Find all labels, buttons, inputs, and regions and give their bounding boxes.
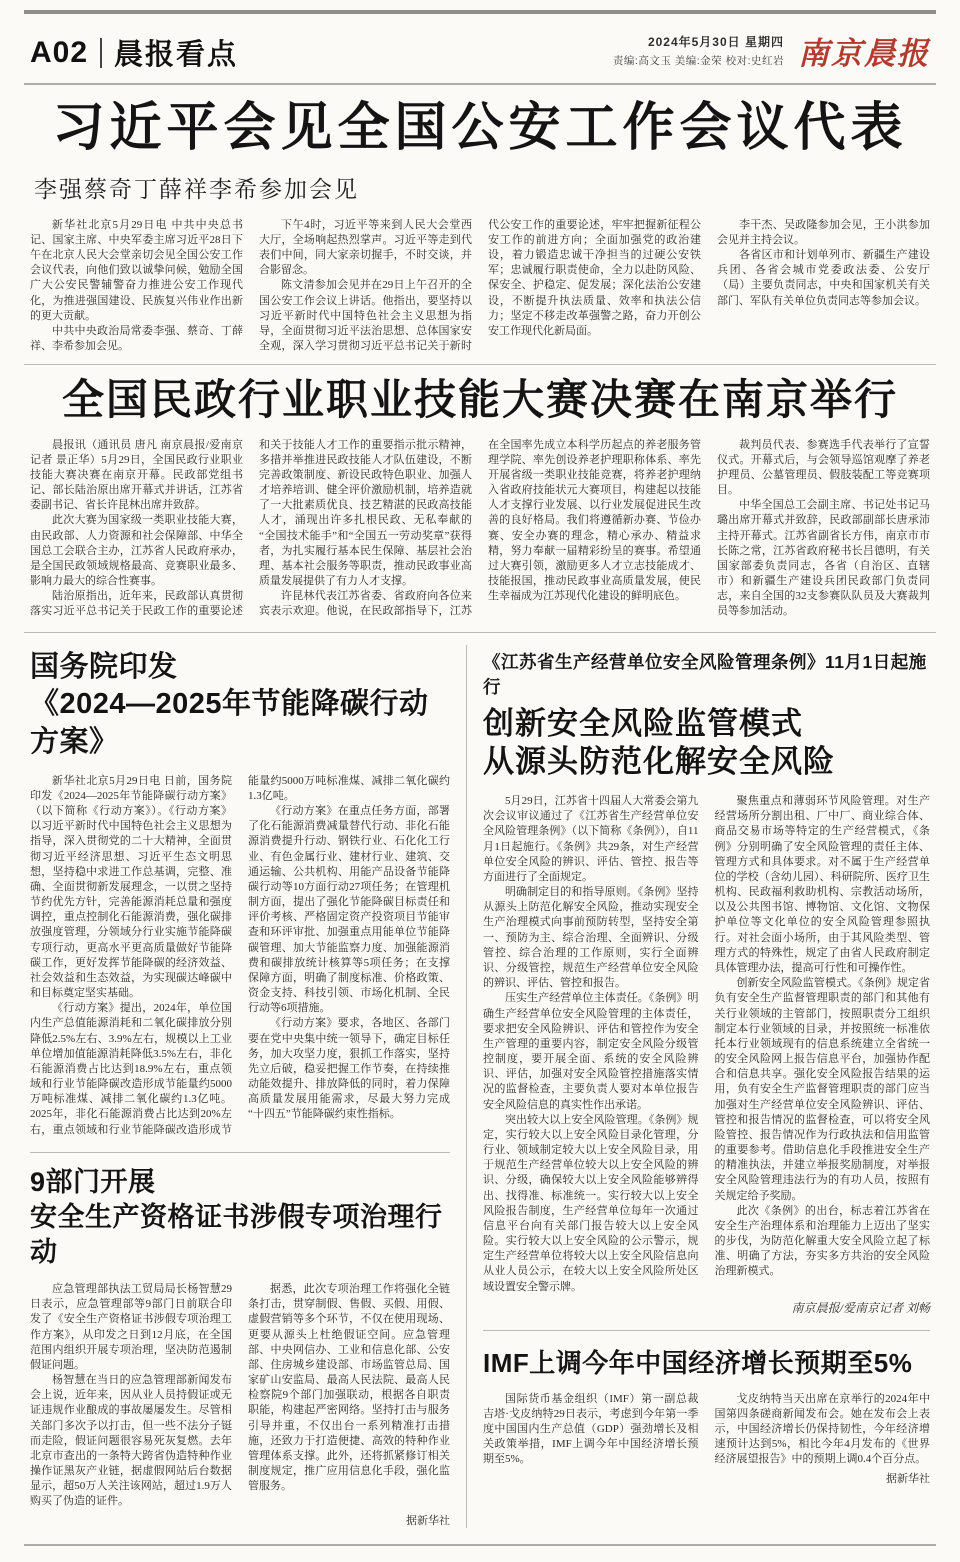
article1-subheadline: 李强蔡奇丁薛祥李希参加会见 [34,175,359,202]
paragraph: 此次《条例》的出台，标志着江苏省在安全生产治理体系和治理能力上迈出了坚实的步伐，为防范化解重大安全风险立起了标准、明确了方法，夯实多方共治的安全风险治理新模式。 [714,1204,930,1278]
paragraph: 下午4时，习近平等来到人民大会堂西大厅，全场响起热烈掌声。习近平等走到代表们中间，同大家亲切握手，不时交谈，并合影留念。 [259,218,472,277]
article-safety-regulation [483,649,930,1316]
folio [30,32,238,73]
article4-eyebrow: 《江苏省生产经营单位安全风险管理条例》11月1日起施行 [483,651,927,697]
lower-section [24,635,936,1528]
article6-body [483,1392,930,1468]
paragraph: 国际货币基金组织（IMF）第一副总裁吉塔·戈皮纳特29日表示，考虑到今年第一季度中国国内生产总值（GDP）强劲增长及相关政策举措，IMF上调今年中国经济增长预期至5%。 [483,1392,699,1466]
page-number: A02 [30,35,89,69]
paragraph: 杨智慧在当日的应急管理部新闻发布会上说，近年来，因从业人员持假证或无证违规作业酿成的事故屡屡发生。尽管相关部门多次予以打击，但一些不法分子铤而走险，假证问题很容易死灰复燃。去年北京市查出的一条特大跨省伪造特种作业操作证黑灰产业链，据虚假网站后台数据显示，超50万人关注该网站，超过1.9万人购买了伪造的证件。 [30,1374,232,1508]
paragraph: 许昆林代表江苏省委、省政府向各位来宾表示欢迎。他说，在民政部指导下，江苏在全国率先成立本科学历起点的养老服务管理学院、率先创设养老护理职称体系、率先开展省级一类职业技能竞赛，将养老护理纳入省政府技能状元大赛项目，构建起以技能人才支撑行业发展、以行业发展促进民生改善的良好格局。我们将遵循新办赛、节俭办赛、安全办赛的理念，精心承办、精益求精，努力奉献一届精彩纷呈的赛事。希望通过大赛引领，激励更多人才立志技能成才、技能报国，推动民政事业高质量发展，使民生幸福成为江苏现代化建设的鲜明底色。 [259,438,701,618]
paragraph: 陆治原指出，近年来，民政部认真贯彻落实习近平总书记关于民政工作的重要论述和关于技能人才工作的重要指示批示精神，多措并举推进民政技能人才队伍建设，不断完善政策制度、新设民政特色职业、加强人才培养培训、健全评价激励机制，培养造就了一大批素质优良、技艺精湛的民政高技能人才，涌现出许多扎根民政、无私奉献的“全国技术能手”和“全国五一劳动奖章”获得者，为扎实履行基本民生保障、基层社会治理、基本社会服务等职责，推动民政事业高质量发展提供了有力人才支撑。 [30,438,472,618]
article5-body [30,1282,450,1510]
paragraph: 《行动方案》在重点任务方面，部署了化石能源消费减量替代行动、非化石能源消费提升行动、钢铁行业、石化化工行业、有色金属行业、建材行业、建筑、交通运输、公共机构、用能产品设备节能降碳行动等10方面行动27项任务；在管理机制方面，提出了强化节能降碳目标责任和评价考核、严格固定资产投资项目节能审查和环评审批、加强重点用能单位节能降碳管理、加大节能监察力度、加强能源消费和碳排放统计核算等5项任务；在支撑保障方面，明确了制度标准、价格政策、资金支持、科技引领、市场化机制、全民行动等6项措施。 [248,805,450,1015]
paragraph: 晨报讯（通讯员 唐凡 南京晨报/爱南京记者 景正华）5月29日，全国民政行业职业技能大赛决赛在南京开幕。民政部党组书记、部长陆治原出席开幕式并讲话，江苏省委副书记、省长许昆林出席并致辞。 [30,438,243,512]
article1-body [30,218,930,355]
article3-headline [30,649,450,762]
article3-headline-line1: 国务院印发 [30,650,178,683]
article-skills-competition [24,365,936,631]
folio-divider [100,38,102,68]
paragraph: 创新安全风险监管模式。《条例》规定省负有安全生产监督管理职责的部门和其他有关行业领域的主管部门，按照职责分工组织制定本行业领域的目录，并按照统一标准依托本行业领域现有的信息系统建立全省统一的安全风险网上报告信息平台，加强协作配合和信息共享。强化安全风险报告结果的运用，负有安全生产监督管理职责的部门应当加强对生产经营单位安全风险辨识、评估、管控和报告情况的监督检查，可以将安全风险管控、报告情况作为行政执法和信用监管的重要参考。借助信息化手段推进安全生产的精准执法，并建立举报奖励制度，对举报安全风险管理违法行为的有功人员，按照有关规定给予奖励。 [714,977,930,1202]
paragraph: 应急管理部执法工贸局局长杨智慧29日表示，应急管理部等9部门日前联合印发了《安全生产资格证书涉假专项治理工作方案》，从印发之日到12月底，在全国范围内组织开展专项治理，坚决防范遏制假证问题。 [30,1283,232,1371]
paragraph: 陈文清参加会见并在29日上午召开的全国公安工作会议上讲话。他指出，要坚持以习近平新时代中国特色社会主义思想为指导，全面贯彻习近平法治思想、总体国家安全观，深入学习贯彻习近平总书记关于新时代公安工作的重要论述，牢牢把握新征程公安工作的前进方向；全面加强党的政治建设，着力锻造忠诚干净担当的过硬公安铁军；忠诚履行职责使命，全力以赴防风险、保安全、护稳定、促发展；深化法治公安建设，不断提升执法质量、效率和执法公信力；坚定不移走改革强警之路，奋力开创公安工作现代化新局面。 [259,218,701,353]
article4-byline: 南京晨报/爱南京记者 刘畅 [791,1300,930,1315]
lower-right-column [477,635,936,1528]
article3-body [30,774,450,1138]
paragraph: 中华全国总工会副主席、书记处书记马璐出席开幕式并致辞，民政部副部长唐承沛主持开幕式。江苏省副省长方伟，南京市市长陈之常，江苏省政府秘书长吕德明，有关国家部委负责同志，各省（自治区、直辖市）和新疆生产建设兵团民政部门负责同志，来自全国的32支参赛队队员及大赛裁判员等参加活动。 [717,499,930,618]
article6-headline: IMF上调今年中国经济增长预期至5% [483,1347,913,1378]
paragraph: 聚焦重点和薄弱环节风险管理。对生产经营场所分割出租、厂中厂、商业综合体、商品交易市场等特定的生产经营模式，《条例》分别明确了安全风险管理的责任主体、管理方式和具体要求。对不属于生产经营单位的学校（含幼儿园）、科研院所、医疗卫生机构、民政福利救助机构、宗教活动场所，以及公共图书馆、博物馆、文化馆、文物保护单位等文化单位的安全风险管理参照执行。对社会面小场所，由于其风险类型、管理方式的特殊性，规定了由省人民政府制定具体管理办法，提高可行性和可操作性。 [714,795,930,974]
paragraph: 戈皮纳特当天出席在京举行的2024年中国第四条磋商新闻发布会。她在发布会上表示，中国经济增长仍保持韧性，今年经济增速预计达到5%，相比今年4月发布的《世界经济展望报告》中的预期上调0.4个百分点。 [714,1392,930,1466]
paragraph: 李干杰、吴政隆参加会见，王小洪参加会见并主持会议。 [717,218,930,246]
article4-headline-line1: 创新安全风险监管模式 [483,705,803,741]
article2-headline: 全国民政行业职业技能大赛决赛在南京举行 [61,376,898,424]
top-rule [24,10,936,14]
article5-headline-line2: 安全生产资格证书涉假专项治理行动 [30,1201,443,1267]
article1-headline: 习近平会见全国公安工作会议代表 [52,99,908,157]
lower-left-column [24,635,456,1528]
article3-headline-line2: 《2024—2025年节能降碳行动方案》 [30,688,429,758]
vertical-divider [466,645,467,1528]
article5-news-credit: 据新华社 [406,1514,450,1527]
paragraph: 明确制定目的和指导原则。《条例》坚持从源头上防范化解安全风险，推动实现安全生产治理模式向事前预防转型，坚持安全第一、预防为主、综合治理、全面辨识、分级管控、综合治理的工作原则，实行全面辨识、分级管控，规范生产经营单位安全风险的辨识、评估、管控和报告。 [483,886,699,990]
paragraph: 《行动方案》要求，各地区、各部门要在党中央集中统一领导下，确定目标任务，加大攻坚力度，狠抓工作落实，坚持先立后破，稳妥把握工作节奏，在持续推动能效提升、排放降低的同时，着力保障高质量发展用能需求，尽最大努力完成“十四五”节能降碳约束性指标。 [248,1017,450,1121]
article2-body [30,438,930,620]
paragraph: 5月29日，江苏省十四届人大常委会第九次会议审议通过了《江苏省生产经营单位安全风险管理条例》（以下简称《条例》），自11月1日起施行。《条例》共29条，对生产经营单位安全风险的辨识、评估、管控、报告等方面进行了全面规定。 [483,795,699,883]
masthead-right [613,28,930,73]
article-imf-forecast [483,1331,930,1486]
article6-news-credit: 据新华社 [886,1472,930,1485]
article4-headline-line2: 从源头防范化解安全风险 [483,744,835,780]
paragraph: 《行动方案》提出，2024年，单位国内生产总值能源消耗和二氧化碳排放分别降低2.5%左右、3.9%左右，规模以上工业单位增加值能源消耗降低3.5%左右，非化石能源消费占比达到18.9%左右，重点领域和行业节能降碳改造形成节能量约5000万吨标准煤、减排二氧化碳约1.3亿吨。2025年，非化石能源消费占比达到20%左右，重点领域和行业节能降碳改造形成节能量约5000万吨标准煤、减排二氧化碳约1.3亿吨。 [30,774,450,1136]
article4-body [483,794,930,1295]
section-title: 晨报看点 [114,39,239,71]
article-xi-meeting [24,85,936,364]
paragraph: 裁判员代表、参赛选手代表举行了宣誓仪式。开幕式后，与会领导巡馆观摩了养老护理员、公墓管理员、假肢装配工等竞赛项目。 [717,438,930,497]
section-rule-2 [24,632,936,633]
paragraph: 各省区市和计划单列市、新疆生产建设兵团、各省会城市党委政法委、公安厅（局）主要负责同志，中央和国家机关有关部门、军队有关单位负责同志等参加会议。 [717,249,930,307]
masthead-logo: 南京晨报 [798,36,930,71]
paragraph: 压实生产经营单位主体责任。《条例》明确生产经营单位安全风险管理的主体责任，要求把安全风险辨识、评估和管控作为安全生产管理的重要内容，制定安全风险分级管控制度，要开展全面、系统的安全风险辨识、评估，加强对安全风险管控措施落实情况的监督检查，主要负责人要对本单位报告安全风险信息的真实性作出承诺。 [483,992,699,1111]
page-header [24,28,936,83]
date-line: 2024年5月30日 星期四 [647,35,784,49]
paragraph: 突出较大以上安全风险管理。《条例》规定，实行较大以上安全风险目录化管理，分行业、领域制定较大以上安全风险目录，用于规范生产经营单位较大以上安全风险的辨识、分级，确保较大以上安全风险能够辨得出、找得准、标准统一。实行较大以上安全风险报告制度，生产经营单位每年一次通过信息平台向有关部门报告较大以上安全风险。实行较大以上安全风险的公示警示，规定生产经营单位将较大以上安全风险信息向从业人员公示，在较大以上安全风险所处区域设置安全警示牌。 [483,1113,699,1293]
bottom-rule [24,1544,936,1546]
article-fake-certificates [30,1153,450,1528]
paragraph: 新华社北京5月29日电 日前，国务院印发《2024—2025年节能降碳行动方案》（以下简称《行动方案》）。《行动方案》以习近平新时代中国特色社会主义思想为指导，深入贯彻党的二十大精神，全面贯彻习近平经济思想、习近平生态文明思想，坚持稳中求进工作总基调，完整、准确、全面贯彻新发展理念，一以贯之坚持节约优先方针，完善能源消耗总量和强度调控，重点控制化石能源消费，强化碳排放强度管理，分领域分行业实施节能降碳专项行动，更高水平更高质量做好节能降碳工作，更好发挥节能降碳的经济效益、社会效益和生态效益，为实现碳达峰碳中和目标奠定坚实基础。 [30,774,232,1000]
article5-headline-line1: 9部门开展 [30,1166,156,1197]
paragraph: 中共中央政治局常委李强、蔡奇、丁薛祥、李希参加会见。 [30,325,243,353]
paragraph: 据悉，此次专项治理工作将强化全链条打击，贯穿制假、售假、买假、用假、虚假营销等多个环节，不仅在使用现场、更要从源头上杜绝假证空间。应急管理部、中央网信办、工业和信息化部、公安部、住房城乡建设部、市场监管总局、国家矿山安监局、最高人民法院、最高人民检察院9个部门加强联动，根据各自职责职能，构建起严密网络。坚持打击与服务引导并重，不仅出台一系列精准打击措施，还致力于打造便捷、高效的特种作业管理体系支撑。此外，还将抓紧修订相关制度规定，推广应用信息化手段，强化监管服务。 [248,1283,450,1493]
article-energy-plan [30,649,450,1138]
credits-line: 责编:高文玉 美编:金荣 校对:史红岩 [612,55,784,67]
paragraph: 此次大赛为国家级一类职业技能大赛，由民政部、人力资源和社会保障部、中华全国总工会联合主办，江苏省人民政府承办，是全国民政领域规格最高、竞赛职业最多、影响力最大的综合性赛事。 [30,514,243,588]
date-block [613,33,784,68]
article4-headline [483,705,930,783]
paragraph: 新华社北京5月29日电 中共中央总书记、国家主席、中央军委主席习近平28日下午在北京人民大会堂亲切会见全国公安工作会议代表，向他们致以诚挚问候，勉励全国广大公安民警辅警奋力推进公安工作现代化，为推进强国建设、民族复兴伟业作出新的更大贡献。 [30,218,243,322]
article5-headline [30,1165,450,1270]
